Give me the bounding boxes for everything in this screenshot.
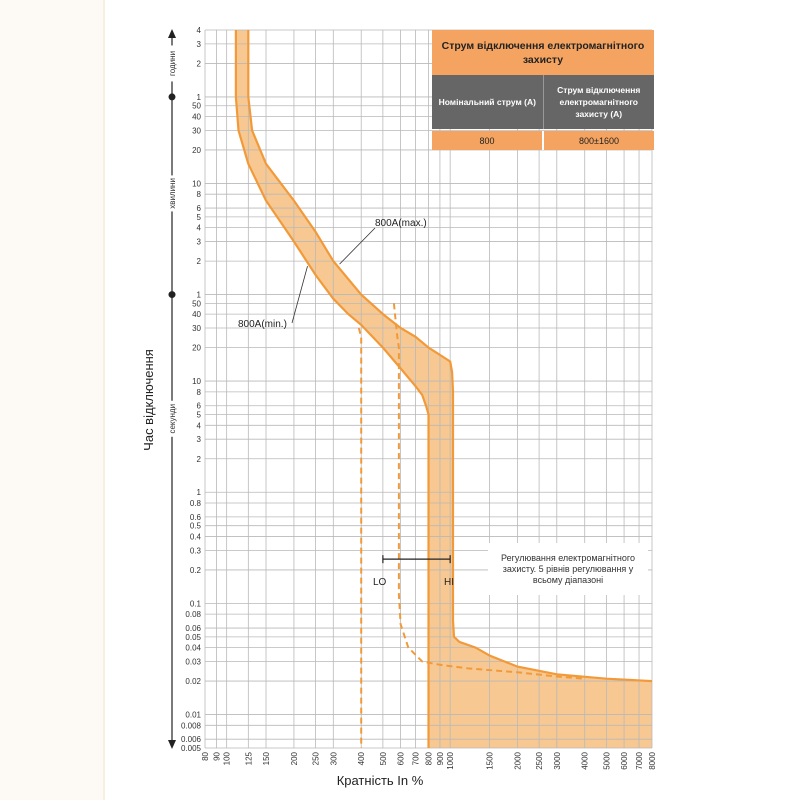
x-axis-label: Кратність In %	[336, 773, 424, 788]
max-label-leader	[340, 228, 375, 264]
x-tick-label: 2500	[535, 752, 545, 770]
y-tick-label: 0.6	[189, 512, 201, 522]
y-tick-label: 3	[196, 39, 201, 49]
y-tick-label: 0.005	[180, 744, 201, 753]
x-tick-label: 150	[262, 752, 272, 766]
y-tick-label: 50	[192, 299, 201, 309]
time-axis-arrow-down	[168, 740, 176, 749]
y-tick-label: 0.2	[189, 565, 201, 575]
y-tick-label: 0.03	[185, 657, 201, 667]
y-tick-label: 0.3	[189, 546, 201, 556]
y-tick-label: 0.1	[189, 599, 201, 609]
x-tick-label: 400	[357, 752, 367, 766]
panel-col1-header: Номінальний струм (A)	[432, 75, 544, 129]
y-tick-label: 2	[196, 59, 201, 69]
x-tick-label: 700	[411, 752, 421, 766]
x-tick-label: 8000	[648, 752, 657, 770]
panel-col2-value: 800±1600	[579, 135, 619, 146]
min-curve-label: 800A(min.)	[238, 319, 287, 330]
x-tick-label: 100	[222, 752, 232, 766]
y-tick-label: 1	[196, 92, 201, 102]
x-tick-label: 3000	[552, 752, 562, 770]
y-tick-label: 4	[196, 26, 201, 35]
y-tick-label: 0.04	[185, 643, 201, 653]
x-tick-label: 5000	[602, 752, 612, 770]
x-tick-label: 1500	[485, 752, 495, 770]
y-tick-label: 5	[196, 212, 201, 222]
y-tick-label: 30	[192, 126, 201, 136]
panel-col2-header: Струм відключення електромагнітного захисту (A)	[557, 85, 641, 119]
y-tick-label: 40	[192, 310, 201, 320]
y-tick-label: 20	[192, 145, 201, 155]
time-axis-arrow-up	[168, 29, 176, 38]
x-tick-label: 1000	[446, 752, 456, 770]
x-tick-label: 7000	[635, 752, 645, 770]
y-tick-label: 0.008	[180, 721, 201, 731]
x-tick-label: 80	[201, 752, 210, 761]
y-tick-label: 0.06	[185, 624, 201, 634]
x-tick-label: 4000	[580, 752, 590, 770]
x-tick-label: 600	[396, 752, 406, 766]
y-tick-label: 40	[192, 112, 201, 122]
y-tick-label: 8	[196, 387, 201, 397]
y-tick-label: 6	[196, 204, 201, 214]
y-tick-label: 50	[192, 101, 201, 111]
trip-current-panel	[432, 30, 654, 163]
time-unit-label: секунди	[168, 403, 177, 434]
time-unit-label: години	[168, 50, 177, 76]
y-tick-label: 0.02	[185, 677, 201, 687]
x-tick-label: 900	[435, 752, 445, 766]
x-tick-label: 90	[212, 752, 222, 761]
x-tick-label: 2000	[513, 752, 523, 770]
x-tick-label: 125	[244, 752, 254, 766]
y-tick-label: 1	[196, 290, 201, 300]
y-axis-label: Час відключення	[141, 349, 156, 451]
y-tick-label: 0.01	[185, 710, 201, 720]
time-unit-label: хвилини	[168, 178, 177, 209]
y-tick-label: 0.8	[189, 498, 201, 508]
x-tick-label: 500	[378, 752, 388, 766]
y-tick-label: 30	[192, 324, 201, 334]
x-tick-label: 300	[329, 752, 339, 766]
y-tick-label: 0.4	[189, 532, 201, 542]
panel-title: Струм відключення електромагнітного захисту	[432, 30, 654, 75]
y-tick-label: 10	[192, 377, 201, 387]
y-tick-label: 8	[196, 190, 201, 200]
y-tick-label: 0.5	[189, 521, 201, 531]
x-tick-label: 200	[289, 752, 299, 766]
y-tick-label: 5	[196, 410, 201, 420]
y-tick-label: 1	[196, 488, 201, 498]
panel-header-row	[432, 75, 654, 129]
hi-label: HI	[444, 577, 454, 588]
x-tick-label: 250	[311, 752, 321, 766]
y-tick-label: 10	[192, 179, 201, 189]
y-tick-label: 0.08	[185, 610, 201, 620]
y-tick-label: 4	[196, 421, 201, 431]
adjustment-note: Регулювання електромагнітного захисту. 5 рівнів регулювання у всьому діапазоні	[488, 543, 648, 595]
time-axis-divider-dot	[169, 93, 176, 100]
y-tick-label: 0.05	[185, 632, 201, 642]
y-tick-label: 3	[196, 435, 201, 445]
time-axis-divider-dot	[169, 291, 176, 298]
x-tick-label: 6000	[620, 752, 630, 770]
y-tick-label: 0.006	[180, 735, 201, 745]
y-tick-label: 6	[196, 401, 201, 411]
lo-label: LO	[373, 577, 387, 588]
x-tick-label: 800	[424, 752, 434, 766]
y-tick-label: 4	[196, 223, 201, 233]
panel-value-row	[432, 131, 654, 150]
panel-col1-value: 800	[432, 131, 544, 150]
max-curve-label: 800A(max.)	[375, 218, 427, 229]
y-tick-label: 2	[196, 257, 201, 267]
y-tick-label: 3	[196, 237, 201, 247]
y-tick-label: 2	[196, 454, 201, 464]
y-tick-label: 20	[192, 343, 201, 353]
